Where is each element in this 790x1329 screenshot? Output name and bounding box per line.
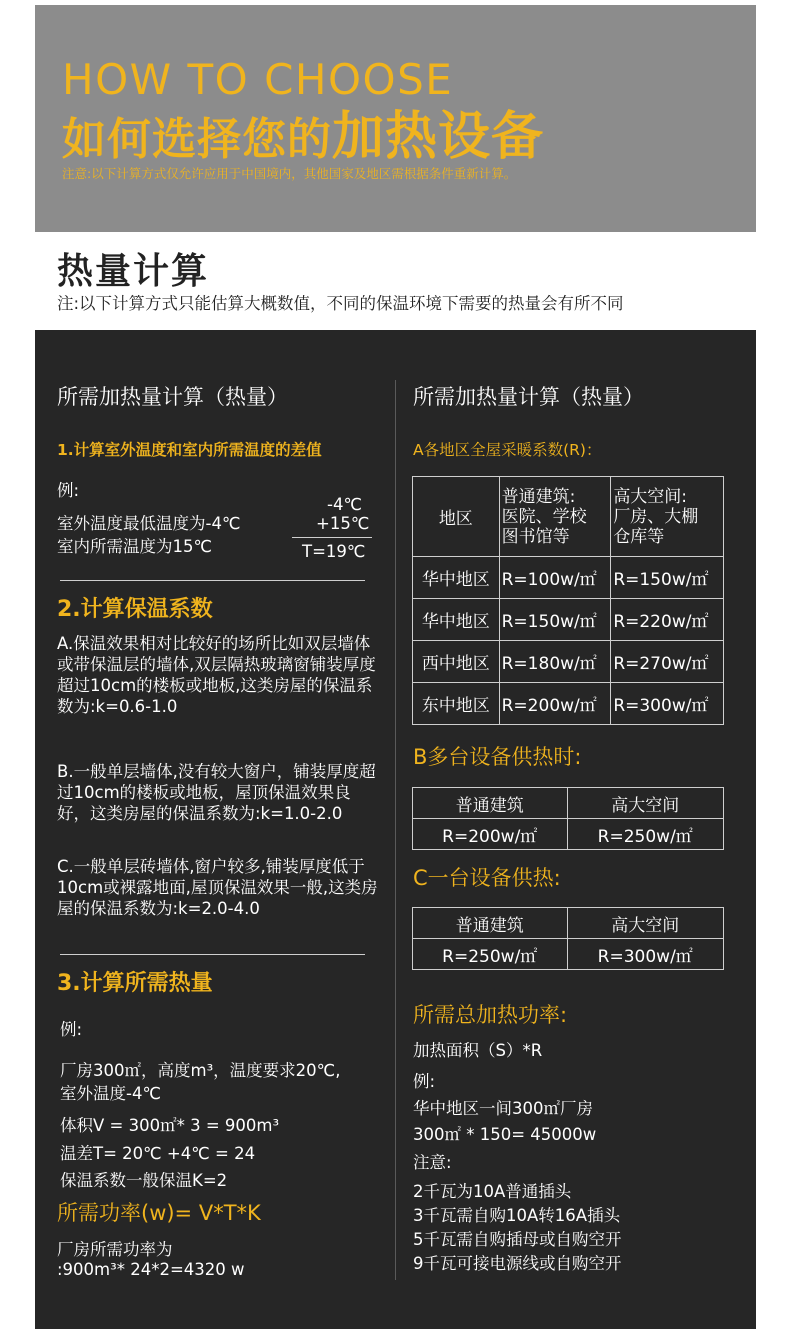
table-row [413, 819, 724, 850]
total-notice-3: 5千瓦需自购插母或自购空开 [413, 1230, 622, 1249]
table-cell: 东中地区 [413, 683, 500, 725]
step2-para-a: A.保温效果相对比较好的场所比如双层墙体或带保温层的墙体,双层隔热玻璃窗铺装厚度超过10cm的楼板或地板,这类房屋的保温系数为:k=0.6-1.0 [57, 634, 376, 716]
section-note: 注:以下计算方式只能估算大概数值，不同的保温环境下需要的热量会有所不同 [57, 294, 624, 313]
table-row [413, 557, 724, 599]
table-cell: 华中地区 [413, 557, 500, 599]
table-cell: R=150w/㎡ [499, 599, 611, 641]
total-notice-label: 注意: [413, 1153, 452, 1172]
right-heading: 所需加热量计算（热量） [413, 385, 644, 409]
total-example-1: 华中地区一间300㎡厂房 [413, 1099, 593, 1118]
table-a-header-normal: 普通建筑: 医院、学校 图书馆等 [501, 486, 587, 547]
step2-separator [60, 954, 365, 955]
table-cell: R=250w/㎡ [567, 819, 724, 850]
table-cell: R=180w/㎡ [499, 641, 611, 683]
step3-example-label: 例: [60, 1020, 83, 1039]
table-cell: 普通建筑 [413, 908, 568, 939]
step1-calc-b: +15℃ [316, 514, 370, 533]
table-a-header-row [413, 477, 724, 557]
table-a-header-cell [413, 477, 500, 557]
table-cell: 高大空间 [567, 908, 724, 939]
step1-calc-result: T=19℃ [302, 542, 366, 561]
step1-separator [60, 580, 365, 581]
total-notice-2: 3千瓦需自购10A转16A插头 [413, 1206, 621, 1225]
step3-result1: 厂房所需功率为 [57, 1240, 173, 1259]
total-example-label: 例: [413, 1072, 436, 1091]
table-row [413, 641, 724, 683]
step1-title: 1.计算室外温度和室内所需温度的差值 [57, 441, 322, 459]
step1-calc-underline [292, 537, 372, 538]
table-row [413, 908, 724, 939]
step2-title: 2.计算保温系数 [57, 597, 213, 622]
table-cell: R=150w/㎡ [611, 557, 724, 599]
table-cell: R=250w/㎡ [413, 939, 568, 970]
table-row [413, 939, 724, 970]
table-cell: R=200w/㎡ [499, 683, 611, 725]
table-cell: R=100w/㎡ [499, 557, 611, 599]
step2-para-b: B.一般单层墙体,没有较大窗户，铺装厚度超过10cm的楼板或地板，屋顶保温效果良好，这类房屋的保温系数为:k=1.0-2.0 [57, 762, 376, 823]
step3-line2: 室外温度-4℃ [60, 1084, 161, 1103]
step3-formula: 所需功率(w)= V*T*K [57, 1201, 261, 1225]
table-cell: R=200w/㎡ [413, 819, 568, 850]
step3-result2: :900m³* 24*2=4320 w [57, 1260, 245, 1279]
total-notice-1: 2千瓦为10A普通插头 [413, 1182, 572, 1201]
left-heading: 所需加热量计算（热量） [57, 385, 288, 409]
table-a [412, 476, 724, 725]
step3-line4: 温差T= 20℃ +4℃ = 24 [60, 1144, 256, 1163]
table-c [412, 907, 724, 970]
table-cell: 西中地区 [413, 641, 500, 683]
total-example-2: 300㎡ * 150= 45000w [413, 1125, 597, 1144]
table-row [413, 599, 724, 641]
total-formula: 加热面积（S）*R [413, 1041, 543, 1060]
table-a-header-cell [611, 477, 724, 557]
table-a-title: A各地区全屋采暖系数(R)： [413, 441, 602, 459]
column-divider [395, 380, 396, 1280]
table-cell: 普通建筑 [413, 788, 568, 819]
step3-line3: 体积V = 300㎡* 3 = 900m³ [60, 1116, 280, 1135]
step1-calc-a: -4℃ [327, 495, 362, 514]
total-notice-4: 9千瓦可接电源线或自购空开 [413, 1254, 622, 1273]
banner-title-cn-b: 加热设备 [332, 107, 545, 167]
step3-line1: 厂房300㎡，高度m³，温度要求20℃, [60, 1061, 341, 1080]
step3-title: 3.计算所需热量 [57, 971, 213, 996]
banner-title-cn-a: 如何选择您的 [62, 114, 332, 165]
table-cell: 高大空间 [567, 788, 724, 819]
table-a-header-region: 地区 [438, 509, 473, 529]
table-cell: R=300w/㎡ [567, 939, 724, 970]
table-row [413, 683, 724, 725]
table-a-header-large: 高大空间: 厂房、大棚 仓库等 [613, 486, 699, 547]
step2-para-c: C.一般单层砖墙体,窗户较多,铺装厚度低于10cm或裸露地面,屋顶保温效果一般,这类房屋的保温系数为:k=2.0-4.0 [57, 857, 378, 918]
table-b [412, 787, 724, 850]
table-b-title: B多台设备供热时: [413, 745, 582, 769]
banner-note: 注意:以下计算方式仅允许应用于中国境内，其他国家及地区需根据条件重新计算。 [62, 166, 517, 181]
total-title: 所需总加热功率: [413, 1003, 568, 1027]
section-title: 热量计算 [57, 251, 210, 292]
table-cell: R=300w/㎡ [611, 683, 724, 725]
step3-line5: 保温系数一般保温K=2 [60, 1171, 228, 1190]
step1-line2: 室内所需温度为15℃ [57, 537, 213, 556]
table-cell: 华中地区 [413, 599, 500, 641]
banner-title-cn [62, 106, 544, 168]
table-c-title: C一台设备供热: [413, 866, 561, 890]
step1-example-label: 例: [57, 481, 80, 500]
step1-line1: 室外温度最低温度为-4℃ [57, 514, 241, 533]
table-a-header-cell [499, 477, 611, 557]
table-row [413, 788, 724, 819]
table-cell: R=270w/㎡ [611, 641, 724, 683]
table-cell: R=220w/㎡ [611, 599, 724, 641]
banner-title-en: HOW TO CHOOSE [62, 55, 454, 104]
